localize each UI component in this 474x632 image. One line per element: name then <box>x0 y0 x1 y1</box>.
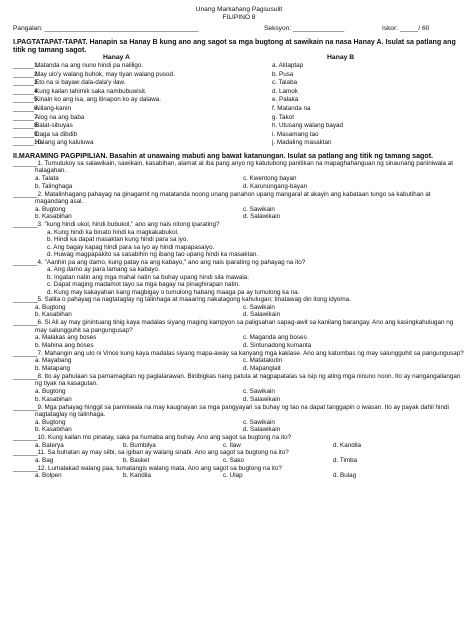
choice-row <box>13 183 465 191</box>
choice: c. Dapat maging madamot tayo sa mga bagay na pinaghirapan natin. <box>47 281 240 289</box>
question-item <box>13 373 465 404</box>
exam-title: Unang Markahang Pagsusulit <box>195 6 283 13</box>
iskor-field: Iskor: _____/ 60 <box>382 25 430 32</box>
question-item <box>13 259 465 297</box>
matching-row <box>13 79 465 88</box>
hanay-a-item: May ulo'y walang buhok, may tiyan walang pusod. <box>35 70 175 78</box>
choice: c. Sawikain <box>243 205 275 213</box>
hanay-b-item: e. Palaka <box>272 96 299 104</box>
choice-row <box>13 342 465 350</box>
choice: a. Ang damo ay para lamang sa kabayo. <box>47 266 160 274</box>
choice: c. Sako <box>223 456 244 464</box>
hanay-a-item: Eto na si bayaw dala-dala'y ilaw. <box>35 79 126 87</box>
matching-row <box>13 88 465 97</box>
seksyon-field: Seksyon: ______________ <box>264 25 345 32</box>
choice: b. Talinghaga <box>35 182 73 190</box>
choice-row <box>13 419 465 427</box>
choice-row <box>13 334 465 342</box>
answer-blank: ______3. <box>13 79 40 87</box>
choice: b. Kasabihan <box>35 426 72 434</box>
choice: b. Basket <box>123 456 150 464</box>
choice: c. Maganda ang boses <box>243 334 307 342</box>
choice-row <box>13 311 465 319</box>
question-text: _______9. Mga pahayag hinggil sa paniniwala na may kaugnayan sa mga pangyayari sa buhay ng tao na dapat tanggapin o iwasan. Ito ay payak dahil hindi nagtataglay ng talinhaga. <box>13 403 449 418</box>
student-info-row <box>13 23 465 33</box>
question-text: _______3. "kung hindi ukol, hindi bubukol," ano ang nais nitong iparating? <box>13 221 220 229</box>
choice: d. Kandila <box>333 441 362 449</box>
question-item <box>13 350 465 373</box>
hanay-a-item: Balat-sibuyas <box>35 122 73 130</box>
choice-row <box>13 365 465 373</box>
matching-row <box>13 131 465 140</box>
question-item <box>13 465 465 480</box>
choice: c. Sawikain <box>243 387 275 395</box>
choice: a. Bugtong <box>35 418 66 426</box>
choice-row <box>13 206 465 214</box>
choice: d. Karunungang-bayan <box>243 182 308 190</box>
choice: d. Salawikain <box>243 426 281 434</box>
choice: d. Salawikain <box>243 395 281 403</box>
choice: c. Matatakutin <box>243 357 283 365</box>
choice: c. Sawikain <box>243 303 275 311</box>
answer-blank: ______10. <box>13 139 43 147</box>
hanay-b-item: g. Takot <box>272 113 294 121</box>
exam-subject: FILIPINO 8 <box>222 14 256 21</box>
choice: a. Bugtong <box>35 387 66 395</box>
hanay-b-item: c. Talaba <box>272 79 298 87</box>
choice: d. Mapanglait <box>243 365 281 373</box>
question-item <box>13 160 465 191</box>
question-text: _______7. Mahangin ang ulo ni Vince kung kaya madalas siyang mapa-away sa kanyang mga kaklase. Ano ang katumbas ng may salungguhit sa pangungusap? <box>13 349 464 357</box>
choice-row <box>13 175 465 183</box>
part2-heading: II.MARAMING PAGPIPILIAN. Basahin at unawaing mabuti ang bawat katanungan. Isulat sa patlang ang titik ng tamang sagot. <box>13 151 434 160</box>
answer-blank: ______1. <box>13 62 40 69</box>
matching-row <box>13 122 465 131</box>
choice-row <box>13 457 465 465</box>
hanay-b-item: j. Madaling masaktan <box>272 139 332 147</box>
choice: d. Bulag <box>333 472 357 480</box>
choice: a. Bolpen <box>35 472 62 480</box>
choice: c. Ulap <box>223 472 243 480</box>
question-text: _______4. "Aanhin pa ang damo, kung patay na ang kabayo," ano ang nais iparating ng pahayag na ito? <box>13 258 306 266</box>
answer-blank: ______9. <box>13 130 40 138</box>
choice: d. Huwag magpapakito sa sasabihin ng ibang tao upang hindi ka masaktan. <box>47 251 259 259</box>
question-text: _______12. Lumalakad walang paa, tumatangis walang mata. Ano ang sagot sa bugtong na ito? <box>13 464 282 472</box>
choice: c. Ilaw <box>223 441 241 449</box>
choice: d. Timba <box>333 456 358 464</box>
question-item <box>13 449 465 464</box>
question-item <box>13 296 465 319</box>
question-text: _______1. Tumutukoy sa salawikain, sawikain, kasabihan, alamat at iba pang anyo ng katutubong panitikan na mapaghahanguan ng sinaunang paniniwala at halagahan. <box>13 159 454 175</box>
choice: b. Kandila <box>123 472 152 480</box>
hanay-b-item: a. Alitaptap <box>272 62 304 69</box>
choice: d. Salawikain <box>243 311 281 319</box>
matching-row <box>13 71 465 80</box>
hanay-b-header: Hanay B <box>327 54 355 61</box>
choice: a. Kung hindi ka binato hindi ka magkakabukol. <box>47 228 179 236</box>
question-text: _______11. Sa buhatan ay may silbi, sa igiban ay walang sinabi. Ano ang sagot sa bugtong na ito? <box>13 449 289 457</box>
choice: d. Kung may kakayahan kang magbigay o tumulong habang maaga pa ay tumulong ka na. <box>47 288 300 296</box>
choice-row <box>13 442 465 450</box>
hanay-a-item: Kung kailan tahimik saka nambubuwisit. <box>35 87 147 95</box>
hanay-b-item: b. Pusa <box>272 70 294 78</box>
choice: a. Bugtong <box>35 303 66 311</box>
question-item <box>13 319 465 350</box>
choice: b. Matapang <box>35 365 71 373</box>
choice-row <box>13 388 465 396</box>
question-text: _______2. Matalinhagang pahayag na ginagamit ng matatanda noong unang panahon upang mangaral at akayin ang kabataan tungo sa kabutihan at magandang asal. <box>13 190 431 206</box>
question-item <box>13 434 465 449</box>
question-text: _______6. Si Ali ay may ginintuang tinig kaya madalas siyang maging kampyon sa paligsahan sapag-awit sa kanilang barangay. Ano ang kasingkahulugan ng may salungguhit sa pangungusap? <box>13 319 454 334</box>
choice: a. Talata <box>35 174 59 182</box>
question-item <box>13 221 465 259</box>
choice: b. Bumbilya <box>123 441 156 449</box>
matching-row <box>13 96 465 105</box>
choice: a. Bag <box>35 456 54 464</box>
hanay-a-item: Halang ang kaluluwa <box>35 139 94 147</box>
hanay-b-item: h. Utusang walang bayad <box>272 122 344 130</box>
matching-row <box>13 62 465 71</box>
matching-row <box>13 105 465 114</box>
choice: d. Salawikain <box>243 213 281 221</box>
choice: b. Hindi ka dapat masaktan kung hindi para sa iyo. <box>47 236 189 244</box>
hanay-b-item: d. Lamok <box>272 87 298 95</box>
hanay-a-item: Daga sa dibdib <box>35 130 78 138</box>
multiple-choice-list <box>13 160 465 480</box>
choice: a. Malakas ang boses <box>35 334 97 342</box>
pangalan-field: Pangalan: __________________________________________ <box>13 25 199 32</box>
hanay-a-header: Hanay A <box>103 54 130 61</box>
hanay-a-item: Matanda na ang nuno hindi pa naliligo. <box>35 62 144 69</box>
choice-row <box>13 426 465 434</box>
choice: d. Sintunadong kumanta <box>243 342 312 350</box>
answer-blank: ______4. <box>13 87 40 95</box>
question-text: _______5. Salita o pahayag na nagtataglay ng talinhaga at maaaring nakatagong kahulugan; tinatawag din itong idyoma. <box>13 296 351 304</box>
answer-blank: ______5. <box>13 96 40 104</box>
choice: a. Baterya <box>35 441 64 449</box>
choice: c. Kwentong bayan <box>243 174 297 182</box>
choice-row <box>13 357 465 365</box>
question-item <box>13 191 465 222</box>
answer-blank: ______2. <box>13 70 40 78</box>
matching-list <box>13 62 465 148</box>
choice: b. Kasabihan <box>35 311 72 319</box>
column-headers <box>13 54 465 62</box>
choice: b. Mahina ang boses <box>35 342 94 350</box>
question-text: _______8. Ito ay pahulaan sa pamamagitan ng paglalarawan. Binibigkas nang patula at nagpapatalas sa isip ng ating mga ninuno noon. Ito ay nangangailangan ng tiyak na kasagutan. <box>13 372 461 388</box>
choice-row <box>13 472 465 480</box>
choice-row <box>13 304 465 312</box>
hanay-b-item: f. Matanda na <box>272 104 311 112</box>
choice-row <box>13 396 465 404</box>
choice: a. Bugtong <box>35 205 66 213</box>
matching-row <box>13 139 465 148</box>
choice: c. Ang bagay kapag hindi para sa iyo ay hindi mapapasaiyo. <box>47 243 215 251</box>
choice: b. Kasabihan <box>35 213 72 221</box>
choice: b. Kasabihan <box>35 395 72 403</box>
hanay-b-item: i. Masamang tao <box>272 130 319 138</box>
answer-blank: ______6. <box>13 104 40 112</box>
answer-blank: ______8. <box>13 122 40 130</box>
choice: a. Mayabang <box>35 357 72 365</box>
hanay-a-item: Alilang-kanin <box>35 104 72 112</box>
matching-row <box>13 114 465 123</box>
hanay-a-item: Alog na ang baba <box>35 113 85 121</box>
answer-blank: ______7. <box>13 113 40 121</box>
question-text: _______10. Kung kailan mo pinatay, saka pa humaba ang buhay. Ano ang sagot sa bugtong na ito? <box>13 434 292 442</box>
choice-row <box>13 213 465 221</box>
question-item <box>13 404 465 435</box>
hanay-a-item: Kinain ko ang isa, ang itinapon ko ay dalawa. <box>35 96 162 104</box>
part1-heading: I.PAGTATAPAT-TAPAT. Hanapin sa Hanay B kung ano ang sagot sa mga bugtong at sawikain na nasa Hanay A. Isulat sa patlang ang titik ng tamang sagot. <box>13 38 456 54</box>
choice: b. Ingatan natin ang mga mahal natin sa buhay upang hindi sila mawala. <box>47 273 249 281</box>
choice: c. Sawikain <box>243 418 275 426</box>
